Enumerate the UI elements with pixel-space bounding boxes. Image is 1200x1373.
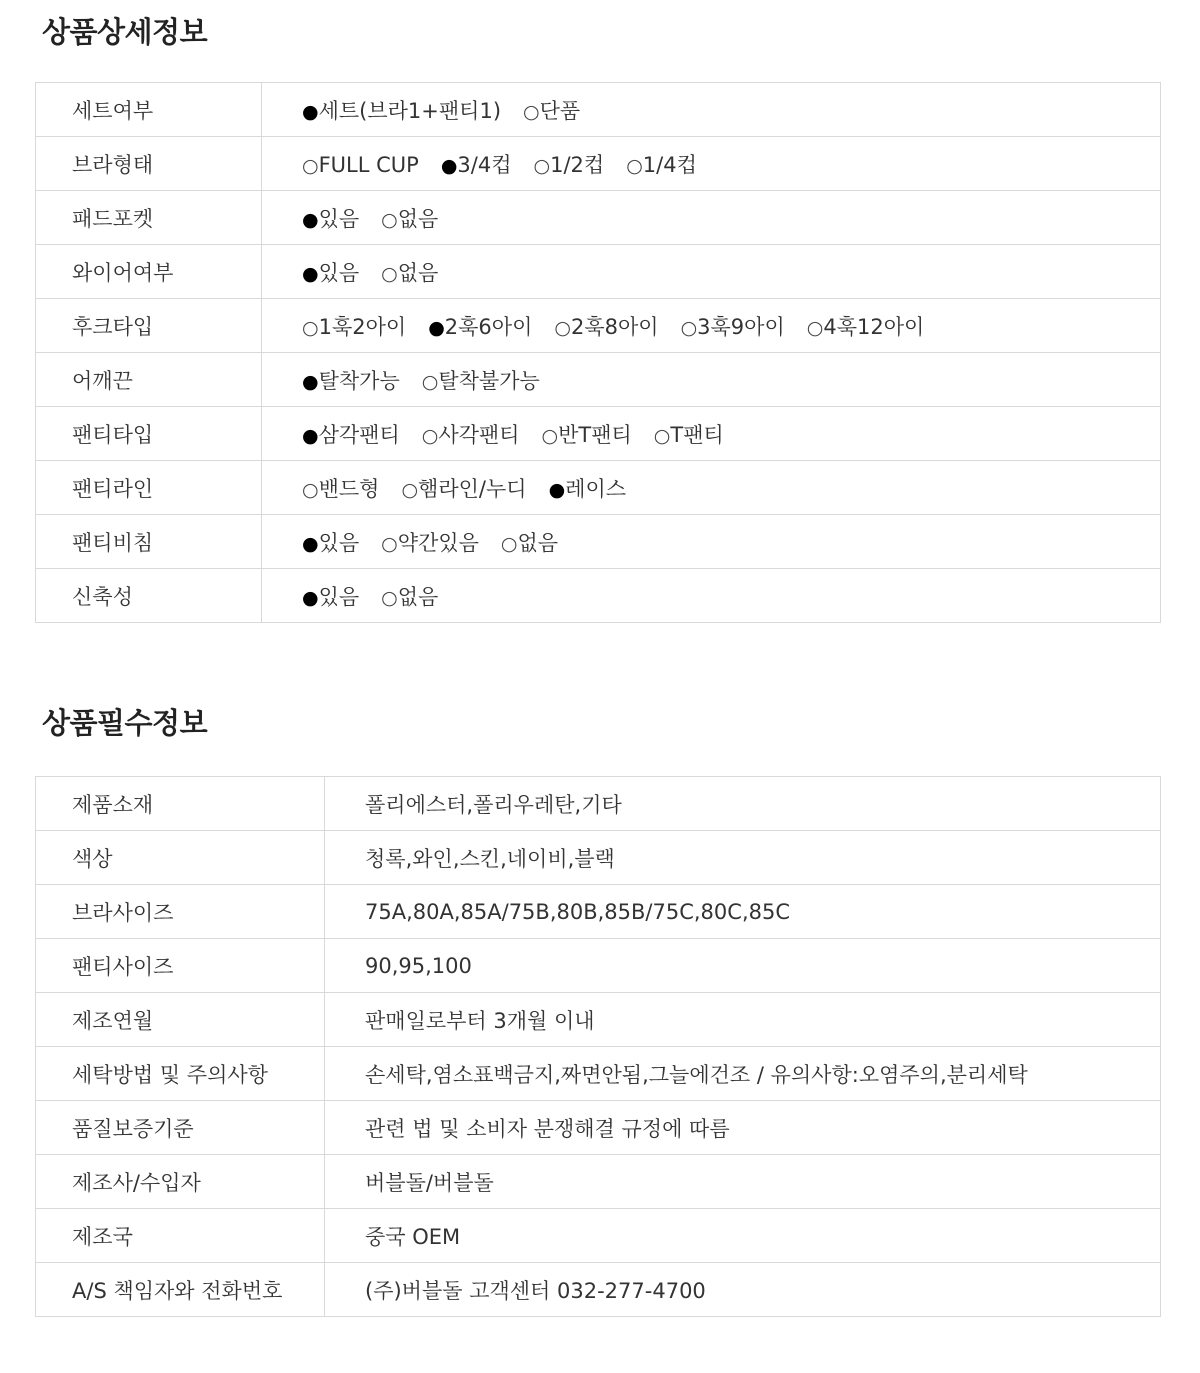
required-row-value: 관련 법 및 소비자 분쟁해결 규정에 따름 bbox=[325, 1101, 1161, 1155]
empty-circle-icon: ○ bbox=[541, 424, 559, 447]
option-label: 1/4컵 bbox=[642, 152, 697, 177]
option-label: 없음 bbox=[397, 206, 439, 231]
detail-row-label: 패드포켓 bbox=[36, 191, 262, 245]
required-row bbox=[36, 1155, 1161, 1209]
option-label: FULL CUP bbox=[318, 152, 419, 177]
option-item bbox=[523, 95, 580, 125]
filled-circle-icon: ● bbox=[302, 208, 319, 231]
required-row-value: 중국 OEM bbox=[325, 1209, 1161, 1263]
filled-circle-icon: ● bbox=[428, 316, 445, 339]
option-item bbox=[401, 473, 526, 503]
detail-row bbox=[36, 245, 1161, 299]
empty-circle-icon: ○ bbox=[626, 154, 643, 177]
option-label: 반T팬티 bbox=[558, 422, 632, 447]
option-label: 있음 bbox=[318, 530, 360, 555]
option-label: 3/4컵 bbox=[457, 152, 512, 177]
detail-row-options bbox=[262, 407, 1161, 461]
filled-circle-icon: ● bbox=[302, 262, 319, 285]
required-row-label: 제품소재 bbox=[36, 777, 325, 831]
empty-circle-icon: ○ bbox=[680, 316, 698, 339]
empty-circle-icon: ○ bbox=[381, 586, 398, 609]
detail-row-options bbox=[262, 461, 1161, 515]
required-row-label: 팬티사이즈 bbox=[36, 939, 325, 993]
detail-row-options bbox=[262, 191, 1161, 245]
detail-row bbox=[36, 407, 1161, 461]
required-row-value: 청록,와인,스킨,네이비,블랙 bbox=[325, 831, 1161, 885]
option-label: 2훅8아이 bbox=[570, 314, 659, 339]
option-label: 레이스 bbox=[565, 476, 627, 501]
detail-row bbox=[36, 83, 1161, 137]
option-label: 세트(브라1+팬티1) bbox=[318, 98, 502, 123]
detail-row bbox=[36, 569, 1161, 623]
required-row-value: 판매일로부터 3개월 이내 bbox=[325, 993, 1161, 1047]
empty-circle-icon: ○ bbox=[381, 262, 398, 285]
empty-circle-icon: ○ bbox=[500, 532, 518, 555]
option-item bbox=[381, 257, 438, 287]
required-row bbox=[36, 1263, 1161, 1317]
detail-row-label: 팬티비침 bbox=[36, 515, 262, 569]
empty-circle-icon: ○ bbox=[302, 154, 319, 177]
option-item bbox=[549, 473, 626, 503]
detail-row-label: 팬티타입 bbox=[36, 407, 262, 461]
product-required-info-table bbox=[35, 776, 1161, 1317]
empty-circle-icon: ○ bbox=[806, 316, 824, 339]
empty-circle-icon: ○ bbox=[302, 316, 319, 339]
detail-row-label: 팬티라인 bbox=[36, 461, 262, 515]
empty-circle-icon: ○ bbox=[421, 370, 439, 393]
detail-row-options bbox=[262, 83, 1161, 137]
option-label: 있음 bbox=[318, 206, 360, 231]
option-item bbox=[302, 473, 379, 503]
option-label: 있음 bbox=[318, 584, 360, 609]
option-label: 단품 bbox=[539, 98, 581, 123]
empty-circle-icon: ○ bbox=[302, 478, 319, 501]
required-row bbox=[36, 1209, 1161, 1263]
option-label: 없음 bbox=[397, 584, 439, 609]
detail-row-options bbox=[262, 245, 1161, 299]
option-label: 2훅6아이 bbox=[444, 314, 533, 339]
required-row-label: 세탁방법 및 주의사항 bbox=[36, 1047, 325, 1101]
filled-circle-icon: ● bbox=[548, 478, 566, 501]
required-row-value: 폴리에스터,폴리우레탄,기타 bbox=[325, 777, 1161, 831]
required-row-value: 90,95,100 bbox=[325, 939, 1161, 993]
detail-row-options bbox=[262, 569, 1161, 623]
detail-row-label: 어깨끈 bbox=[36, 353, 262, 407]
required-row bbox=[36, 993, 1161, 1047]
detail-row-options bbox=[262, 137, 1161, 191]
option-item bbox=[302, 581, 359, 611]
option-item bbox=[422, 365, 540, 395]
detail-row-label: 브라형태 bbox=[36, 137, 262, 191]
option-label: 햄라인/누디 bbox=[418, 476, 527, 501]
detail-row bbox=[36, 191, 1161, 245]
required-row-label: 제조사/수입자 bbox=[36, 1155, 325, 1209]
required-row-label: 품질보증기준 bbox=[36, 1101, 325, 1155]
option-label: 3훅9아이 bbox=[697, 314, 785, 339]
option-label: 1훅2아이 bbox=[318, 314, 407, 339]
option-item bbox=[302, 257, 359, 287]
detail-row-label: 세트여부 bbox=[36, 83, 262, 137]
filled-circle-icon: ● bbox=[302, 370, 319, 393]
option-item bbox=[441, 149, 512, 179]
product-detail-table bbox=[35, 82, 1161, 623]
required-row bbox=[36, 1047, 1161, 1101]
detail-row bbox=[36, 353, 1161, 407]
required-row bbox=[36, 777, 1161, 831]
option-label: 약간있음 bbox=[397, 530, 479, 555]
required-row-label: 브라사이즈 bbox=[36, 885, 325, 939]
option-item bbox=[381, 527, 479, 557]
empty-circle-icon: ○ bbox=[381, 208, 398, 231]
option-item bbox=[422, 419, 520, 449]
option-item bbox=[302, 365, 400, 395]
empty-circle-icon: ○ bbox=[421, 424, 439, 447]
option-item bbox=[428, 311, 532, 341]
option-label: 1/2컵 bbox=[550, 152, 605, 177]
option-item bbox=[626, 149, 697, 179]
detail-row bbox=[36, 299, 1161, 353]
detail-section-title: 상품상세정보 bbox=[42, 15, 208, 49]
option-item bbox=[302, 153, 419, 177]
required-row-label: 제조연월 bbox=[36, 993, 325, 1047]
option-item bbox=[381, 203, 438, 233]
option-item bbox=[381, 581, 438, 611]
option-label: 탈착가능 bbox=[318, 368, 400, 393]
empty-circle-icon: ○ bbox=[653, 424, 671, 447]
option-item bbox=[501, 527, 558, 557]
option-item bbox=[302, 419, 400, 449]
option-label: 밴드형 bbox=[318, 476, 380, 501]
option-item bbox=[542, 419, 632, 449]
option-item bbox=[302, 203, 359, 233]
empty-circle-icon: ○ bbox=[523, 100, 540, 123]
option-label: 있음 bbox=[318, 260, 360, 285]
option-item bbox=[302, 95, 501, 125]
filled-circle-icon: ● bbox=[302, 532, 319, 555]
option-label: 없음 bbox=[397, 260, 439, 285]
filled-circle-icon: ● bbox=[302, 586, 319, 609]
option-label: 4훅12아이 bbox=[823, 314, 925, 339]
required-section-title: 상품필수정보 bbox=[42, 706, 208, 740]
empty-circle-icon: ○ bbox=[554, 316, 571, 339]
option-item bbox=[302, 311, 406, 341]
detail-row bbox=[36, 461, 1161, 515]
detail-row bbox=[36, 137, 1161, 191]
option-label: 사각팬티 bbox=[438, 422, 520, 447]
required-row bbox=[36, 1101, 1161, 1155]
option-item bbox=[654, 419, 724, 449]
required-row bbox=[36, 939, 1161, 993]
option-label: T팬티 bbox=[670, 422, 724, 447]
option-item bbox=[534, 149, 605, 179]
option-item bbox=[302, 527, 359, 557]
empty-circle-icon: ○ bbox=[401, 478, 419, 501]
option-item bbox=[807, 311, 925, 341]
filled-circle-icon: ● bbox=[302, 100, 319, 123]
option-item bbox=[681, 311, 785, 341]
empty-circle-icon: ○ bbox=[533, 154, 551, 177]
detail-row-options bbox=[262, 353, 1161, 407]
option-label: 탈착불가능 bbox=[438, 368, 540, 393]
option-item bbox=[554, 311, 658, 341]
required-row-value: 손세탁,염소표백금지,짜면안됨,그늘에건조 / 유의사항:오염주의,분리세탁 bbox=[325, 1047, 1161, 1101]
detail-row bbox=[36, 515, 1161, 569]
detail-row-options bbox=[262, 299, 1161, 353]
option-label: 없음 bbox=[517, 530, 559, 555]
required-row-label: 색상 bbox=[36, 831, 325, 885]
detail-row-options bbox=[262, 515, 1161, 569]
detail-row-label: 와이어여부 bbox=[36, 245, 262, 299]
required-row-label: 제조국 bbox=[36, 1209, 325, 1263]
required-row bbox=[36, 831, 1161, 885]
filled-circle-icon: ● bbox=[302, 424, 319, 447]
empty-circle-icon: ○ bbox=[381, 532, 398, 555]
required-row-value: (주)버블돌 고객센터 032-277-4700 bbox=[325, 1263, 1161, 1317]
required-row-label: A/S 책임자와 전화번호 bbox=[36, 1263, 325, 1317]
option-label: 삼각팬티 bbox=[318, 422, 400, 447]
detail-row-label: 신축성 bbox=[36, 569, 262, 623]
required-row-value: 버블돌/버블돌 bbox=[325, 1155, 1161, 1209]
detail-row-label: 후크타입 bbox=[36, 299, 262, 353]
required-row-value: 75A,80A,85A/75B,80B,85B/75C,80C,85C bbox=[325, 885, 1161, 939]
required-row bbox=[36, 885, 1161, 939]
filled-circle-icon: ● bbox=[440, 154, 458, 177]
